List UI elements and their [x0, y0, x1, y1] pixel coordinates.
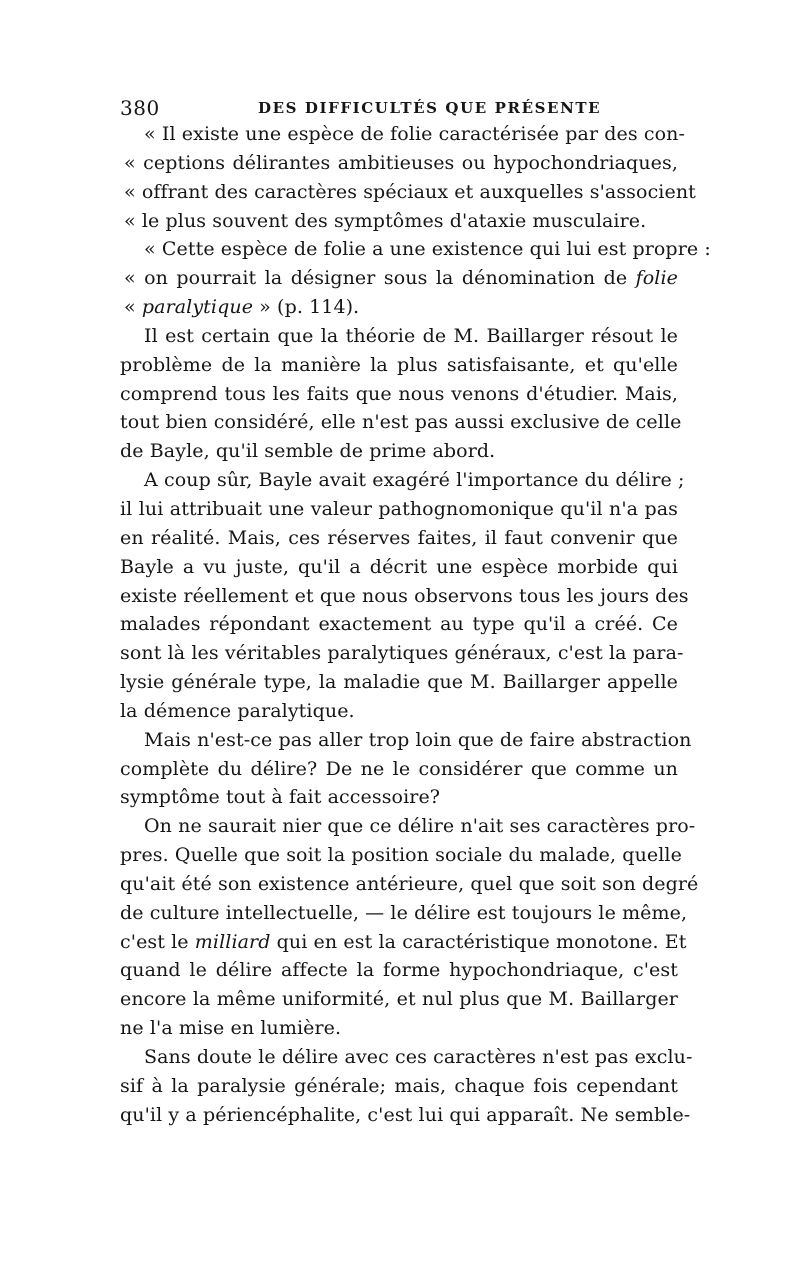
text-line: il lui attribuait une valeur pathognomonique qu'il n'a pas: [120, 497, 678, 520]
page-number: 380: [120, 96, 160, 120]
text-line: « le plus souvent des symptômes d'ataxie musculaire.: [124, 209, 647, 232]
text-line: Sans doute le délire avec ces caractères n'est pas exclu-: [144, 1046, 693, 1068]
text-line: A coup sûr, Bayle avait exagéré l'importance du délire ;: [144, 469, 685, 492]
text-line: existe réellement et que nous observons tous les jours des: [120, 584, 689, 607]
text-fragment: « on pourrait la désigner sous la dénomination de: [124, 267, 636, 290]
italic-term: folie: [635, 267, 678, 290]
text-line: encore la même uniformité, et nul plus que M. Baillarger: [120, 988, 678, 1011]
text-line: Bayle a vu juste, qu'il a décrit une espèce morbide qui: [120, 555, 678, 578]
text-line: de Bayle, qu'il semble de prime abord.: [120, 440, 496, 463]
text-line: en réalité. Mais, ces réserves faites, il faut convenir que: [120, 526, 678, 549]
text-fragment: c'est le: [120, 930, 195, 953]
text-fragment: qui en est la caractéristique monotone. Et: [270, 930, 687, 953]
page-header: [120, 94, 680, 122]
text-line: pres. Quelle que soit la position sociale du malade, quelle: [120, 844, 682, 867]
text-fragment: » (p. 114).: [253, 296, 360, 319]
text-line: lysie générale type, la maladie que M. Baillarger appelle: [120, 671, 678, 694]
text-line: [120, 293, 678, 322]
text-line: [120, 264, 678, 293]
body-text: [120, 120, 711, 1130]
text-line: « Il existe une espèce de folie caractérisée par des con-: [144, 123, 686, 145]
text-line: Mais n'est-ce pas aller trop loin que de faire abstraction: [144, 728, 692, 751]
text-line: complète du délire? De ne le considérer que comme un: [120, 757, 678, 780]
text-line: On ne saurait nier que ce délire n'ait ses caractères pro-: [144, 815, 696, 838]
text-line: sif à la paralysie générale; mais, chaque fois cependant: [120, 1074, 678, 1097]
text-line: Il est certain que la théorie de M. Baillarger résout le: [144, 324, 678, 347]
text-line: tout bien considéré, elle n'est pas aussi exclusive de celle: [120, 411, 682, 434]
italic-term: paralytique: [141, 296, 254, 319]
italic-term: milliard: [194, 930, 271, 953]
text-line: sont là les véritables paralytiques généraux, c'est la para-: [120, 642, 684, 665]
text-line: qu'il y a périencéphalite, c'est lui qui apparaît. Ne semble-: [120, 1103, 691, 1126]
text-line: de culture intellectuelle, — le délire est toujours le même,: [120, 901, 688, 924]
text-line: la démence paralytique.: [120, 699, 355, 722]
text-line: [120, 928, 687, 957]
text-fragment: «: [124, 296, 142, 319]
text-line: comprend tous les faits que nous venons d'étudier. Mais,: [120, 382, 678, 405]
text-line: qu'ait été son existence antérieure, quel que soit son degré: [120, 872, 699, 895]
running-head: DES DIFFICULTÉS QUE PRÉSENTE: [258, 99, 602, 117]
text-line: symptôme tout à fait accessoire?: [120, 786, 441, 809]
text-line: « offrant des caractères spéciaux et auxquelles s'associent: [124, 180, 696, 203]
text-line: ne l'a mise en lumière.: [120, 1017, 342, 1040]
text-line: quand le délire affecte la forme hypochondriaque, c'est: [120, 959, 678, 982]
text-line: « Cette espèce de folie a une existence qui lui est propre :: [144, 238, 711, 261]
text-line: problème de la manière la plus satisfaisante, et qu'elle: [120, 353, 678, 376]
text-line: « ceptions délirantes ambitieuses ou hypochondriaques,: [124, 151, 678, 174]
text-line: malades répondant exactement au type qu'il a créé. Ce: [120, 613, 678, 636]
